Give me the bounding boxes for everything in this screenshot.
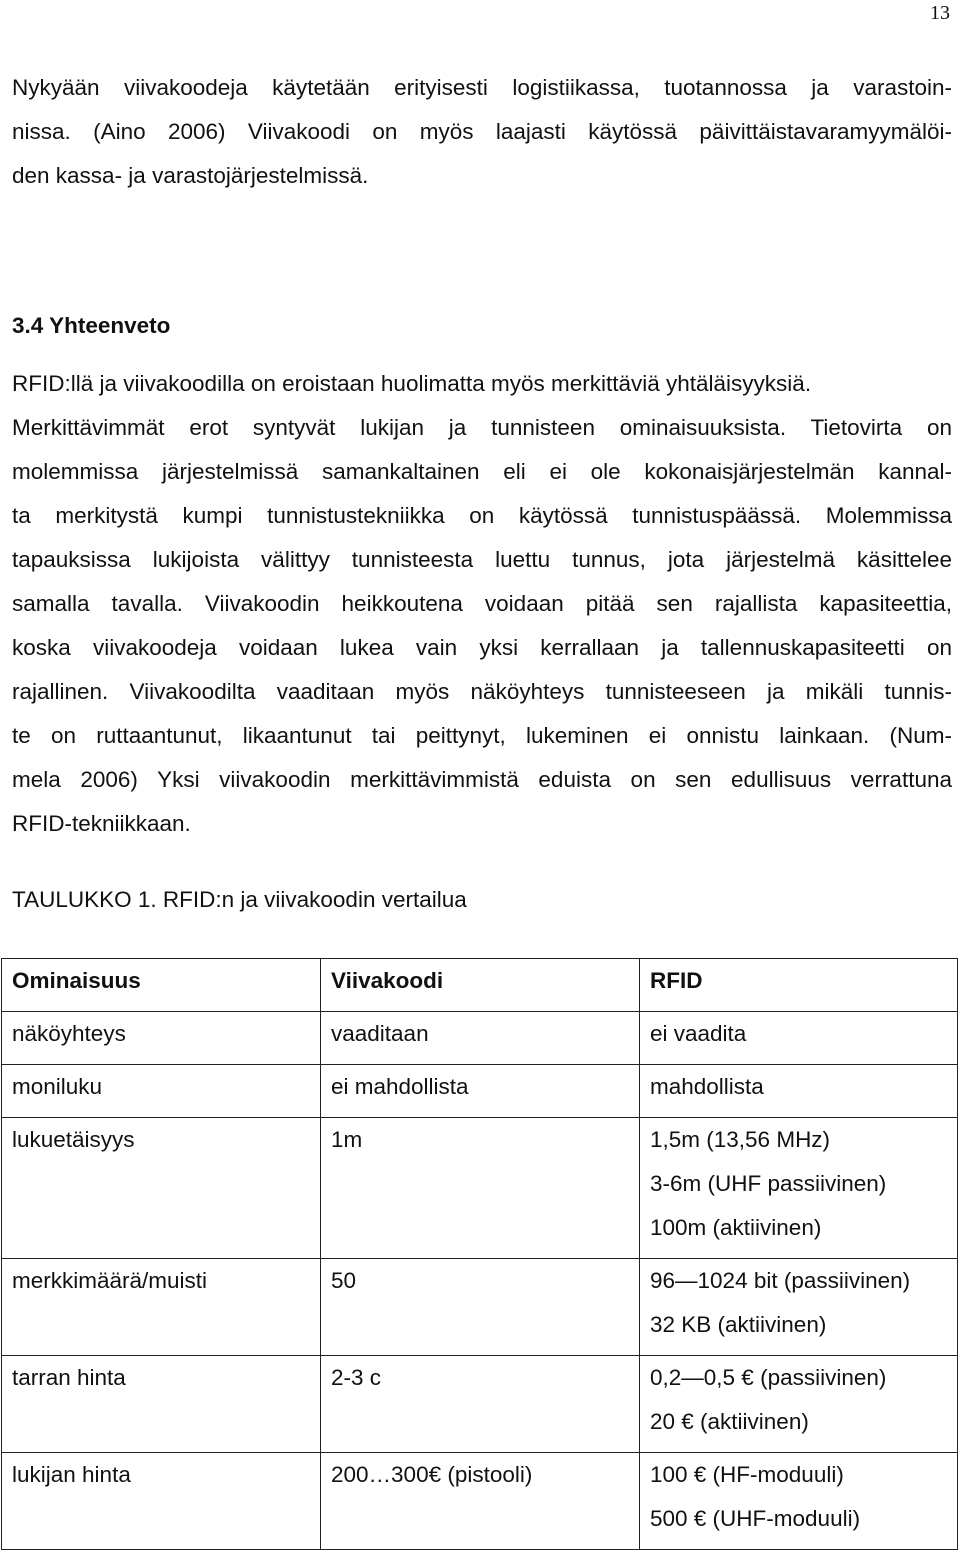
barcode-cell <box>321 1259 640 1356</box>
cell-text: 1,5m (13,56 MHz) <box>650 1127 831 1152</box>
feature-cell <box>2 1259 321 1356</box>
text-line: RFID-tekniikkaan. <box>12 811 191 836</box>
cell-text: 500 € (UHF-moduuli) <box>650 1506 861 1531</box>
cell-text: ei mahdollista <box>331 1074 469 1099</box>
text-line: Nykyään viivakoodeja käytetään erityisesti logistiikassa, tuotannossa ja varastoin- <box>12 75 952 100</box>
cell-text: merkkimäärä/muisti <box>12 1268 208 1293</box>
header-rfid: RFID <box>640 959 958 1012</box>
text-line: samalla tavalla. Viivakoodin heikkoutena voidaan pitää sen rajallista kapasiteettia, <box>12 591 952 616</box>
rfid-cell <box>640 1118 958 1259</box>
cell-text: 1m <box>331 1127 363 1152</box>
text-line: te on ruttaantunut, likaantunut tai peittynyt, lukeminen ei onnistu lainkaan. (Num- <box>12 723 952 748</box>
text-line: tapauksissa lukijoista välittyy tunnisteesta luettu tunnus, jota järjestelmä käsittelee <box>12 547 952 572</box>
barcode-cell <box>321 1118 640 1259</box>
table-header-row <box>2 959 958 1012</box>
feature-cell <box>2 1065 321 1118</box>
cell-text: 200…300€ (pistooli) <box>331 1462 533 1487</box>
header-barcode: Viivakoodi <box>321 959 640 1012</box>
cell-text: 20 € (aktiivinen) <box>650 1409 809 1434</box>
text-line: RFID:llä ja viivakoodilla on eroistaan huolimatta myös merkittäviä yhtäläisyyksiä. <box>12 371 812 396</box>
cell-text: 2-3 c <box>331 1365 382 1390</box>
table-row <box>2 1012 958 1065</box>
cell-text: vaaditaan <box>331 1021 429 1046</box>
rfid-cell <box>640 1453 958 1550</box>
cell-text: näköyhteys <box>12 1021 126 1046</box>
cell-text: mahdollista <box>650 1074 764 1099</box>
rfid-cell <box>640 1259 958 1356</box>
text-line: Merkittävimmät erot syntyvät lukijan ja tunnisteen ominaisuuksista. Tietovirta on <box>12 415 952 440</box>
cell-text: 50 <box>331 1268 357 1293</box>
feature-cell <box>2 1356 321 1453</box>
rfid-cell <box>640 1356 958 1453</box>
cell-text: 96—1024 bit (passiivinen) <box>650 1268 911 1293</box>
intro-paragraph <box>12 66 952 198</box>
table-row <box>2 1453 958 1550</box>
barcode-cell <box>321 1065 640 1118</box>
comparison-table <box>1 958 958 1550</box>
text-line: koska viivakoodeja voidaan lukea vain yksi kerrallaan ja tallennuskapasiteetti on <box>12 635 952 660</box>
header-feature: Ominaisuus <box>2 959 321 1012</box>
barcode-cell <box>321 1356 640 1453</box>
table-row <box>2 1259 958 1356</box>
cell-text: 32 KB (aktiivinen) <box>650 1312 827 1337</box>
table-row <box>2 1118 958 1259</box>
section-heading: 3.4 Yhteenveto <box>12 313 171 338</box>
feature-cell <box>2 1453 321 1550</box>
cell-text: 0,2—0,5 € (passiivinen) <box>650 1365 887 1390</box>
text-line: molemmissa järjestelmissä samankaltainen eli ei ole kokonaisjärjestelmän kannal- <box>12 459 952 484</box>
cell-text: ei vaadita <box>650 1021 747 1046</box>
table-row <box>2 1356 958 1453</box>
cell-text: moniluku <box>12 1074 103 1099</box>
rfid-cell <box>640 1012 958 1065</box>
cell-text: lukuetäisyys <box>12 1127 135 1152</box>
barcode-cell <box>321 1012 640 1065</box>
feature-cell <box>2 1118 321 1259</box>
text-line: rajallinen. Viivakoodilta vaaditaan myös näköyhteys tunnisteeseen ja mikäli tunnis- <box>12 679 952 704</box>
cell-text: 100 € (HF-moduuli) <box>650 1462 844 1487</box>
feature-cell <box>2 1012 321 1065</box>
cell-text: tarran hinta <box>12 1365 126 1390</box>
text-line: nissa. (Aino 2006) Viivakoodi on myös laajasti käytössä päivittäistavaramyymälöi- <box>12 119 952 144</box>
rfid-cell <box>640 1065 958 1118</box>
page-number: 13 <box>930 2 950 24</box>
text-line: mela 2006) Yksi viivakoodin merkittävimmistä eduista on sen edullisuus verrattuna <box>12 767 952 792</box>
cell-text: lukijan hinta <box>12 1462 131 1487</box>
summary-paragraph <box>12 362 952 846</box>
cell-text: 3-6m (UHF passiivinen) <box>650 1171 887 1196</box>
cell-text: 100m (aktiivinen) <box>650 1215 822 1240</box>
barcode-cell <box>321 1453 640 1550</box>
table-caption: TAULUKKO 1. RFID:n ja viivakoodin vertailua <box>12 887 467 912</box>
text-line: ta merkitystä kumpi tunnistustekniikka on käytössä tunnistuspäässä. Molemmissa <box>12 503 952 528</box>
text-line: den kassa- ja varastojärjestelmissä. <box>12 163 369 188</box>
table-row <box>2 1065 958 1118</box>
